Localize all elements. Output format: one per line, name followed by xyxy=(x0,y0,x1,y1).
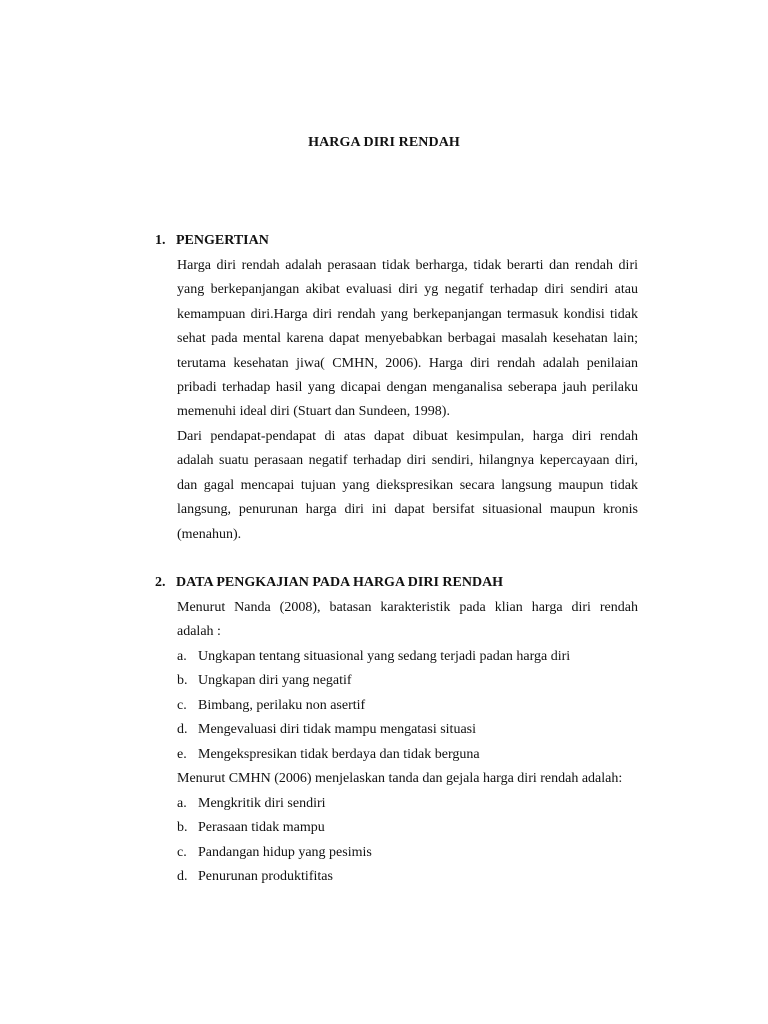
list-item xyxy=(177,819,325,837)
section-number: 2. xyxy=(155,575,166,590)
paragraph-line: Dari pendapat-pendapat di atas dapat dibuat kesimpulan, harga diri rendah xyxy=(177,429,638,444)
section-heading-pengertian xyxy=(155,232,269,250)
list-item-letter: d. xyxy=(177,869,188,884)
list-item xyxy=(177,648,570,666)
list-item xyxy=(177,795,326,813)
list-item-letter: e. xyxy=(177,747,187,762)
paragraph-line: Harga diri rendah adalah perasaan tidak berharga, tidak berarti dan rendah diri xyxy=(177,258,638,273)
paragraph-line: memenuhi ideal diri (Stuart dan Sundeen, 1998). xyxy=(177,404,450,419)
list-item-text: Ungkapan diri yang negatif xyxy=(198,673,352,688)
list-item-letter: d. xyxy=(177,722,188,737)
paragraph-line: sehat pada mental karena dapat menyebabkan berbagai masalah kesehatan lain; xyxy=(177,331,638,346)
list-item xyxy=(177,844,372,862)
list-item-text: Mengevaluasi diri tidak mampu mengatasi situasi xyxy=(198,722,476,737)
list-item xyxy=(177,672,352,690)
paragraph-line: Menurut CMHN (2006) menjelaskan tanda dan gejala harga diri rendah adalah: xyxy=(177,771,623,786)
paragraph-line: dan gagal mencapai tujuan yang diekspresikan secara langsung maupun tidak xyxy=(177,478,638,493)
paragraph-line: (menahun). xyxy=(177,527,242,542)
section-number: 1. xyxy=(155,233,166,248)
list-item-text: Mengekspresikan tidak berdaya dan tidak berguna xyxy=(198,747,480,762)
list-item-text: Perasaan tidak mampu xyxy=(198,820,325,835)
paragraph-line: pribadi terhadap hasil yang dicapai dengan menganalisa seberapa jauh perilaku xyxy=(177,380,638,395)
section-heading-text: DATA PENGKAJIAN PADA HARGA DIRI RENDAH xyxy=(176,575,504,590)
list-item-text: Penurunan produktifitas xyxy=(198,869,333,884)
paragraph-line: adalah : xyxy=(177,624,221,639)
list-item-text: Bimbang, perilaku non asertif xyxy=(198,698,366,713)
list-item-text: Mengkritik diri sendiri xyxy=(198,796,326,811)
list-item-letter: c. xyxy=(177,698,187,713)
list-item xyxy=(177,721,476,739)
list-item-text: Ungkapan tentang situasional yang sedang terjadi padan harga diri xyxy=(198,649,571,664)
list-item xyxy=(177,697,365,715)
paragraph-line: terutama kesehatan jiwa( CMHN, 2006). Harga diri rendah adalah penilaian xyxy=(177,356,638,371)
list-item-letter: c. xyxy=(177,845,187,860)
paragraph-line: langsung, penurunan harga diri ini dapat bersifat situasional maupun kronis xyxy=(177,502,638,517)
paragraph-line: adalah suatu perasaan negatif terhadap diri sendiri, hilangnya kepercayaan diri, xyxy=(177,453,638,468)
list-item-letter: a. xyxy=(177,796,187,811)
list-item-letter: b. xyxy=(177,820,188,835)
section-heading-text: PENGERTIAN xyxy=(176,233,269,248)
list-item xyxy=(177,746,480,764)
list-item-letter: b. xyxy=(177,673,188,688)
list-item xyxy=(177,868,333,886)
paragraph-line: kemampuan diri.Harga diri rendah yang berkepanjangan termasuk kondisi tidak xyxy=(177,307,638,322)
paragraph-line: Menurut Nanda (2008), batasan karakteristik pada klian harga diri rendah xyxy=(177,600,638,615)
list-item-text: Pandangan hidup yang pesimis xyxy=(198,845,372,860)
section-heading-data-pengkajian xyxy=(155,574,503,592)
document-title: HARGA DIRI RENDAH xyxy=(308,135,460,150)
paragraph-line: yang berkepanjangan akibat evaluasi diri yg negatif terhadap diri sendiri atau xyxy=(177,282,638,297)
list-item-letter: a. xyxy=(177,649,187,664)
